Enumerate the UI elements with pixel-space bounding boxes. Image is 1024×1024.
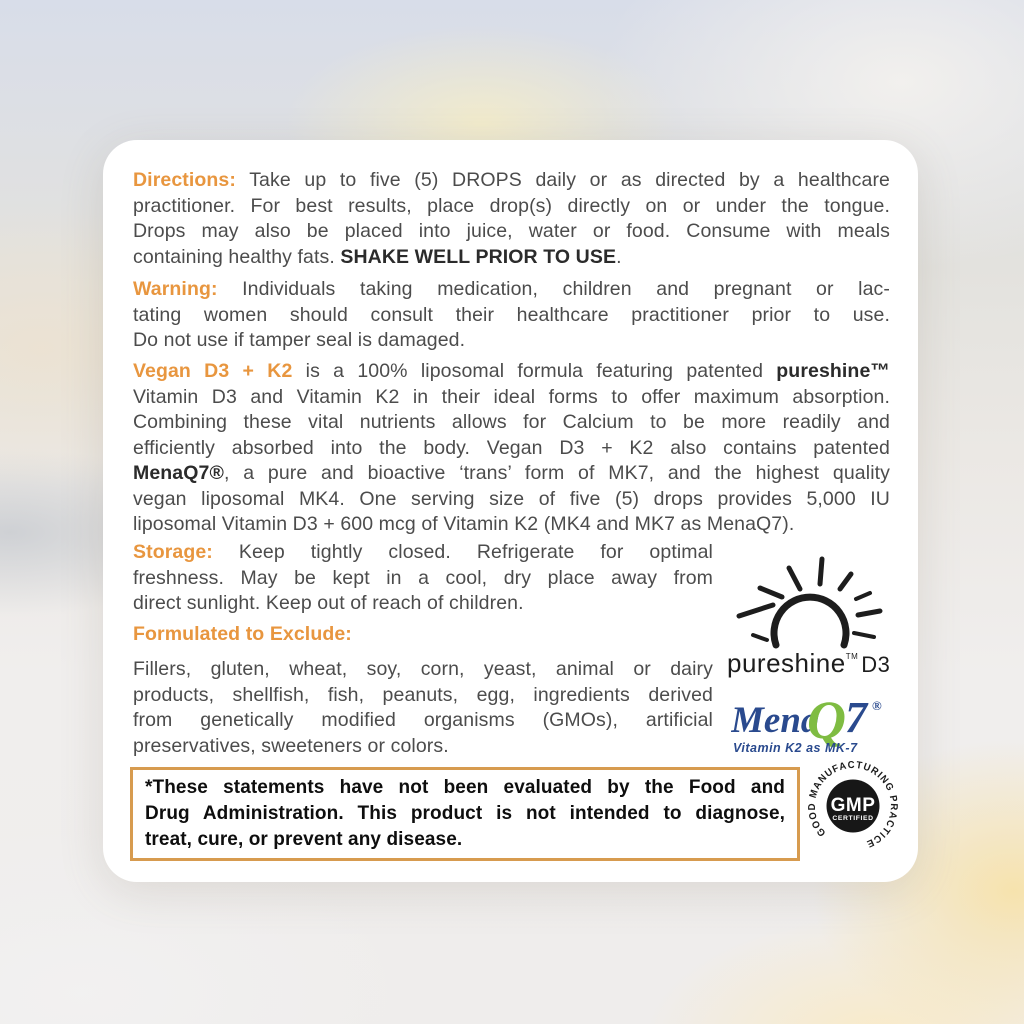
text-segment: from genetically modified organisms (GMOs), artificial (133, 709, 713, 731)
disclaimer-line-1 (145, 775, 785, 801)
text-segment: preservatives, sweeteners or colors. (133, 734, 449, 757)
warning-line-3 (133, 328, 890, 354)
registered-symbol: ® (872, 698, 882, 713)
storage-line-1 (133, 540, 713, 566)
fillers-line-2 (133, 683, 713, 709)
text-segment: products, shellfish, fish, peanuts, egg, ingredients derived (133, 683, 713, 706)
disclaimer-line-3 (145, 827, 785, 853)
supplement-label-card (103, 140, 918, 882)
directions-line-1 (133, 168, 890, 194)
warning-heading: Warning: (133, 278, 218, 300)
vegan-line-5 (133, 461, 890, 487)
text-segment: Do not use if tamper seal is damaged. (133, 329, 466, 351)
fda-disclaimer-box (130, 767, 800, 861)
text-segment: *These statements have not been evaluated by the Food and (145, 777, 785, 798)
directions-line-4 (133, 245, 890, 271)
vegan-line-6 (133, 487, 890, 513)
excluded-ingredients-section (133, 657, 713, 759)
vegan-line-7 (133, 512, 890, 538)
text-segment: direct sunlight. Keep out of reach of children. (133, 592, 524, 614)
text-segment: . (616, 245, 622, 268)
fillers-line-4 (133, 734, 713, 760)
storage-line-3 (133, 591, 713, 617)
trademark-symbol: TM (845, 652, 859, 661)
warning-section (133, 277, 890, 354)
text-segment: Combining these vital nutrients allows for Calcium to be more readily and (133, 411, 890, 433)
storage-line-2 (133, 566, 713, 592)
warning-line-2 (133, 303, 890, 329)
text-segment: practitioner. For best results, place drop(s) directly on or under the tongue. (133, 194, 890, 217)
vegan-heading: Vegan D3 + K2 (133, 360, 293, 382)
text-segment: pureshine™ (776, 360, 890, 382)
directions-heading: Directions: (133, 169, 236, 191)
storage-section (133, 540, 713, 617)
text-segment: SHAKE WELL PRIOR TO USE (340, 245, 617, 268)
disclaimer-line-2 (145, 801, 785, 827)
text-segment: Drug Administration. This product is not intended to diagnose, (145, 803, 785, 824)
text-segment: Fillers, gluten, wheat, soy, corn, yeast, animal or dairy (133, 658, 713, 680)
vegan-line-3 (133, 410, 890, 436)
formulated-to-exclude-heading (133, 622, 713, 648)
pureshine-d3-suffix: D3 (861, 652, 891, 677)
text-segment: freshness. May be kept in a cool, dry place away from (133, 566, 713, 589)
text-segment: treat, cure, or prevent any disease. (145, 829, 463, 850)
menaq7-seven-text: 7 (845, 693, 867, 742)
fillers-line-3 (133, 708, 713, 734)
text-segment: , a pure and bioactive ‘trans’ form of MK7, and the highest quality (223, 462, 890, 484)
text-segment: MenaQ7® (133, 462, 224, 484)
warning-line-1 (133, 277, 890, 303)
menaq7-q-text: Q (807, 692, 846, 750)
text-segment: is a 100% liposomal formula featuring patented (292, 360, 777, 382)
text-segment: tating women should consult their healthcare practitioner prior to use. (133, 303, 890, 326)
storage-heading: Storage: (133, 541, 213, 563)
gmp-certified-badge (807, 760, 899, 852)
text-segment: efficiently absorbed into the body. Vegan D3 + K2 also contains patented (133, 436, 890, 459)
text-segment: vegan liposomal MK4. One serving size of five (5) drops provides 5,000 IU (133, 487, 890, 510)
vegan-line-2 (133, 385, 890, 411)
directions-line-3 (133, 219, 890, 245)
text-segment: Drops may also be placed into juice, water or food. Consume with meals (133, 220, 890, 242)
text-segment: Individuals taking medication, children and pregnant or lac- (217, 278, 890, 300)
directions-section (133, 168, 890, 270)
svg-text:pureshineTMD3 (727, 648, 890, 678)
text-segment: containing healthy fats. (133, 245, 341, 268)
gmp-center-text: GMP (830, 795, 876, 816)
formulated-line-1 (133, 622, 713, 648)
directions-line-2 (133, 194, 890, 220)
vegan-line-1 (133, 359, 890, 385)
text-segment: Vitamin D3 and Vitamin K2 in their ideal forms to offer maximum absorption. (133, 385, 890, 408)
text-segment: Keep tightly closed. Refrigerate for optimal (212, 541, 713, 563)
menaq7-tagline: Vitamin K2 as MK-7 (733, 741, 858, 755)
fillers-line-1 (133, 657, 713, 683)
gmp-badge-icon (807, 760, 899, 852)
gmp-ring-text: GOOD MANUFACTURING PRACTICE (807, 760, 899, 850)
formulated-heading: Formulated to Exclude: (133, 623, 352, 645)
text-segment: Take up to five (5) DROPS daily or as directed by a healthcare (235, 169, 890, 191)
pureshine-wordmark: pureshine (727, 648, 846, 678)
gmp-certified-text: CERTIFIED (832, 815, 874, 822)
menaq7-logo (731, 692, 895, 756)
text-segment: liposomal Vitamin D3 + 600 mcg of Vitamin K2 (MK4 and MK7 as MenaQ7). (133, 513, 795, 535)
product-description-section (133, 359, 890, 538)
vegan-line-4 (133, 436, 890, 462)
sun-icon (723, 548, 895, 686)
menaq7-mena-text: Mena (731, 700, 820, 741)
pureshine-d3-logo (723, 548, 895, 686)
